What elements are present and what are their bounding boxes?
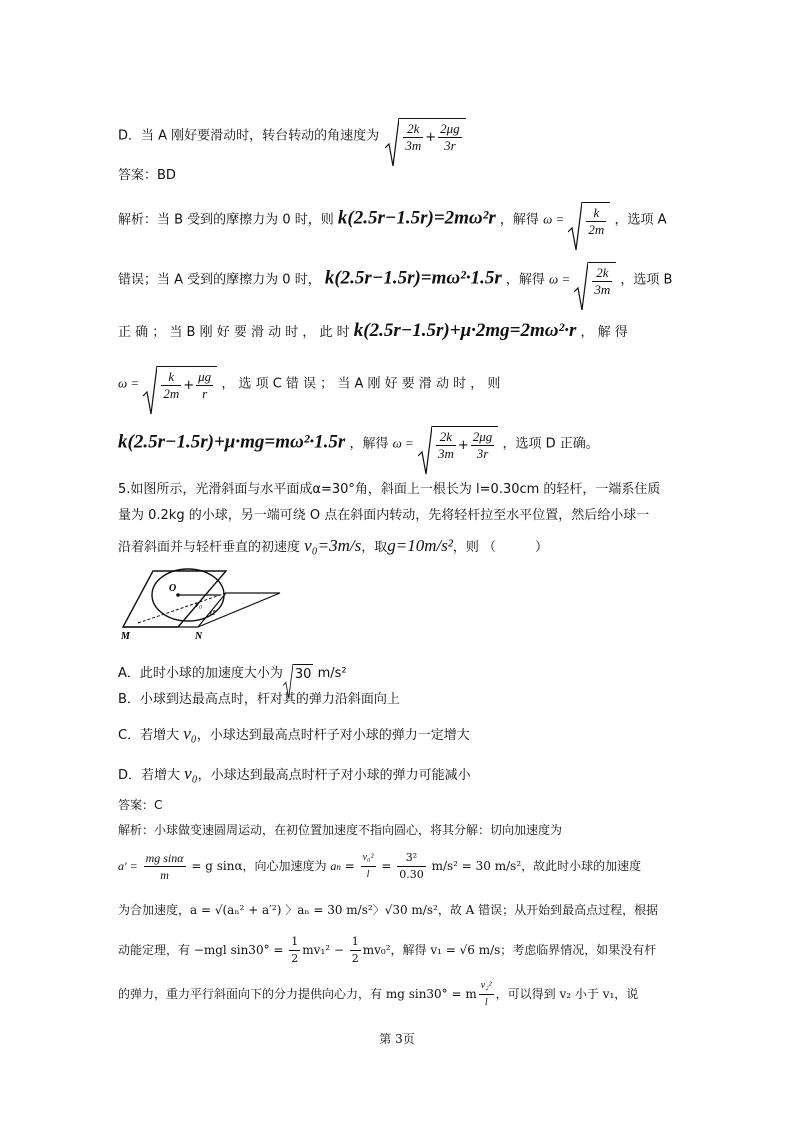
- omega-label: ω =: [392, 435, 414, 451]
- jiexi-text: 解析：当 B 受到的摩擦力为 0 时，则: [118, 212, 334, 228]
- option-d-line: [118, 118, 466, 154]
- inclined-plane-figure: [118, 565, 288, 645]
- q5-line-3: 沿着斜面并与轻杆垂直的初速度 v₀=3m/s，取g=10m/s²，则 （ ）: [118, 536, 549, 555]
- sqrt-2k3m-2mug3r: $\frac{2k}{3m}$ + $\frac{2\mu g}{3r}$: [418, 426, 498, 462]
- frac-v2sq-l: $\frac{\text{v₂²}}{l}$: [480, 980, 492, 1008]
- jiexi-text: ，选项 B: [620, 272, 673, 288]
- figure-label-v0: v₀: [195, 599, 203, 609]
- omega-label: ω =: [549, 271, 571, 287]
- option-b: B．小球到达最高点时，杆对其的弹力沿斜面向上: [118, 692, 400, 707]
- jiexi-text: 正 确 ； 当 B 刚 好 要 滑 动 时 ， 此 时: [118, 325, 350, 340]
- jiexi-text: ， 选 项 C 错 误 ； 当 A 刚 好 要 滑 动 时 ， 则: [221, 376, 501, 392]
- jiexi-text: ，解得: [349, 436, 389, 452]
- figure-label-n: N: [195, 631, 203, 642]
- equation-5: k(2.5r−1.5r)+μ·mg=mω²·1.5r: [118, 431, 346, 453]
- jiexi-text: ，选项 A: [614, 212, 667, 228]
- sqrt-30: 30: [283, 664, 314, 683]
- radical-icon: [568, 202, 582, 252]
- jiexi2-line-4: 动能定理，有 −mgl sin30° = $\frac{1}{2}$ mv₁² − $\frac{1}{2}$ mv₀²，解得 v₁ = √6 m/s；考虑临界情况，如果没有杆: [118, 935, 657, 965]
- jiexi-text: ，选项 D 正确。: [502, 436, 599, 452]
- jiexi-text: ，解得: [499, 212, 539, 228]
- jiexi-text: 错误；当 A 受到的摩擦力为 0 时，: [118, 272, 321, 288]
- figure-label-o: O: [169, 583, 177, 594]
- q5-line-2: 量为 0.2kg 的小球，另一端可绕 O 点在斜面内转动，先将轻杆拉至水平位置，然后给小球一: [118, 508, 650, 523]
- frac-half: $\frac{1}{2}$: [291, 935, 299, 965]
- equation-2: k(2.5r−1.5r)=mω²·1.5r: [324, 267, 502, 289]
- jiexi-line-5: [118, 426, 599, 462]
- sqrt-k-2m: $\frac{k}{2m}$: [568, 202, 610, 238]
- option-d-text: D．当 A 刚好要滑动时，转台转动的角速度为: [118, 128, 380, 144]
- jiexi-line-3: [118, 320, 628, 341]
- equation-3: k(2.5r−1.5r)+μ·2mg=2mω²·r: [353, 320, 577, 341]
- jiexi-line-2: [118, 262, 672, 298]
- option-d-q5: D．若增大 v₀，小球达到最高点时杆子对小球的弹力可能减小: [118, 764, 471, 783]
- radical-icon: [385, 118, 399, 168]
- answer-2: 答案：C: [118, 798, 163, 812]
- frac-3sq-030: $\frac{\text{3²}}{0.30}$: [399, 851, 424, 881]
- q5-line-1: 5.如图所示，光滑斜面与水平面成α=30°角，斜面上一根长为 l=0.30cm 的轻杆，一端系住质: [118, 482, 661, 497]
- option-a: A．此时小球的加速度大小为 30 m/s²: [118, 664, 347, 683]
- jiexi-text: ， 解 得: [580, 325, 628, 340]
- jiexi2-line-1: 解析：小球做变速圆周运动，在初位置加速度不指向圆心，将其分解：切向加速度为: [118, 823, 563, 837]
- frac-mgsin-m: $\frac{\text{mg sinα}}{m}$: [145, 851, 184, 882]
- radical-icon: [418, 426, 432, 476]
- radical-icon: [143, 366, 157, 416]
- sqrt-2k-3m: $\frac{2k}{3m}$: [574, 262, 616, 298]
- figure-label-m: M: [121, 631, 130, 642]
- page-footer: 第 3页: [379, 1032, 415, 1046]
- frac-v0sq-l: $\frac{\text{v₀²}}{l}$: [362, 852, 374, 880]
- jiexi-line-1: [118, 202, 666, 238]
- sqrt-k2m-mugr: $\frac{k}{2m}$ + $\frac{\mu g}{r}$: [143, 366, 217, 402]
- frac-2k-3m: $\frac{2k}{3m}$: [405, 121, 422, 153]
- radical-icon: [574, 262, 588, 312]
- omega-label: ω =: [543, 211, 565, 227]
- jiexi-text: ，解得: [505, 272, 545, 288]
- frac-half: $\frac{1}{2}$: [351, 935, 359, 965]
- jiexi2-line-5: 的弹力，重力平行斜面向下的分力提供向心力，有 mg sin30° = m $\frac{\text{v₂²}}{l}$ ，可以得到 v₂ 小于 v₁，说: [118, 978, 638, 1011]
- answer-1: 答案：BD: [118, 168, 176, 183]
- frac-2mug-3r: $\frac{2\mu g}{3r}$: [440, 121, 460, 153]
- sqrt-d: $\frac{2k}{3m}$ + $\frac{2\mu g}{3r}$: [385, 118, 465, 154]
- jiexi-line-4: [118, 366, 500, 402]
- g-value: g=10m/s²: [387, 536, 453, 555]
- option-c: C．若增大 v₀，小球达到最高点时杆子对小球的弹力一定增大: [118, 724, 470, 743]
- jiexi2-line-3: 为合加速度，a = √(aₙ² + a′²) 〉aₙ = 30 m/s²〉√30 m/s²，故 A 错误；从开始到最高点过程，根据: [118, 903, 659, 917]
- jiexi2-line-2: a′ = $\frac{\text{mg sinα}}{m}$ = g sinα，向心加速度为 an = $\frac{\text{v₀²}}{l}$ = $\frac{\text{3²}}{0.30}$ m/s² = 30 m/s²，故此时小球的加速度: [118, 851, 642, 882]
- figure-label-alpha: α: [210, 607, 216, 618]
- v0-value: v₀=3m/s: [304, 536, 362, 555]
- omega-label: ω =: [118, 375, 140, 391]
- equation-1: k(2.5r−1.5r)=2mω²r: [337, 207, 496, 229]
